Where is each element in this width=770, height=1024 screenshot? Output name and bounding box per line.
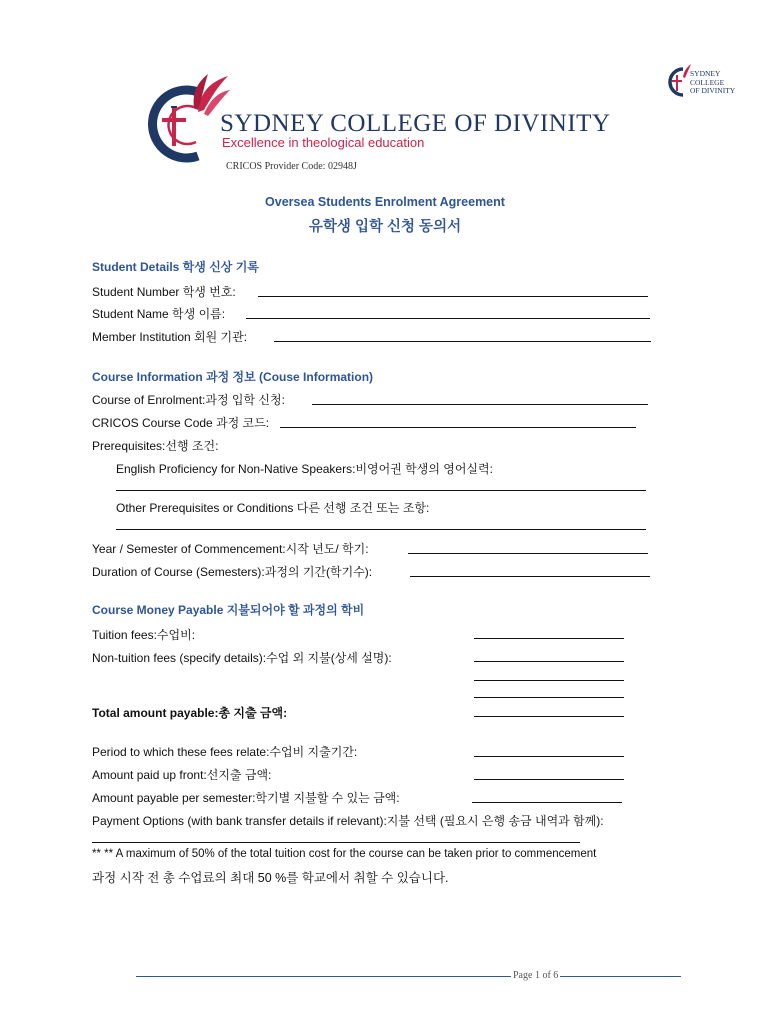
course-enrolment-label: Course of Enrolment:과정 입학 신청: xyxy=(92,393,285,407)
section-heading-course-info: Course Information 과정 정보 (Couse Information) xyxy=(92,370,374,384)
maximum-payment-note: ** ** A maximum of 50% of the total tuition cost for the course can be taken prior to commencement xyxy=(92,848,597,860)
mini-logo-emblem xyxy=(667,63,691,101)
mini-logo-text xyxy=(690,70,735,96)
non-tuition-fees-field-2[interactable] xyxy=(474,680,624,681)
non-tuition-fees-field-3[interactable] xyxy=(474,697,624,698)
maximum-payment-note-korean: 과정 시작 전 총 수업료의 최대 50 %를 학교에서 취할 수 있습니다. xyxy=(92,871,449,885)
mini-logo-line: OF DIVINITY xyxy=(690,86,736,95)
per-semester-field[interactable] xyxy=(472,802,622,803)
cricos-provider-code: CRICOS Provider Code: 02948J xyxy=(226,161,357,172)
member-institution-field[interactable] xyxy=(274,341,651,342)
payment-options-field[interactable] xyxy=(92,842,580,843)
non-tuition-fees-field[interactable] xyxy=(474,661,624,662)
other-prerequisites-field[interactable] xyxy=(116,529,646,530)
total-amount-field[interactable] xyxy=(474,716,624,717)
course-duration-field[interactable] xyxy=(410,576,650,577)
non-tuition-fees-label: Non-tuition fees (specify details):수업 외 지불(상세 설명): xyxy=(92,651,392,665)
english-proficiency-field[interactable] xyxy=(116,490,646,491)
student-number-field[interactable] xyxy=(258,296,648,297)
tuition-fees-field[interactable] xyxy=(474,638,624,639)
cricos-course-code-field[interactable] xyxy=(280,427,636,428)
paid-up-front-field[interactable] xyxy=(474,779,624,780)
mini-logo-line: COLLEGE xyxy=(690,77,725,87)
total-amount-label: Total amount payable:총 지출 금액: xyxy=(92,706,288,720)
fee-period-field[interactable] xyxy=(474,756,624,757)
college-logo-emblem xyxy=(138,72,233,172)
member-institution-label: Member Institution 회원 기관: xyxy=(92,330,248,344)
paid-up-front-label: Amount paid up front:선지출 금액: xyxy=(92,768,272,782)
document-title-english: Oversea Students Enrolment Agreement xyxy=(265,195,505,209)
student-number-label: Student Number 학생 번호: xyxy=(92,285,236,299)
student-name-label: Student Name 학생 이름: xyxy=(92,307,226,321)
year-semester-field[interactable] xyxy=(408,553,648,554)
document-title-korean: 유학생 입학 신청 동의서 xyxy=(308,219,462,235)
per-semester-label: Amount payable per semester:학기별 지불할 수 있는 금액: xyxy=(92,791,400,805)
mini-logo-line: SYDNEY xyxy=(690,69,721,78)
fee-period-label: Period to which these fees relate:수업비 지출기간: xyxy=(92,745,358,759)
english-proficiency-label: English Proficiency for Non-Native Speakers:비영어권 학생의 영어실력: xyxy=(116,462,493,476)
other-prerequisites-label: Other Prerequisites or Conditions 다른 선행 조건 또는 조항: xyxy=(116,501,430,515)
section-heading-course-money: Course Money Payable 지불되어야 할 과정의 학비 xyxy=(92,603,365,617)
college-name: SYDNEY COLLEGE OF DIVINITY xyxy=(220,110,611,137)
cricos-course-code-label: CRICOS Course Code 과정 코드: xyxy=(92,416,270,430)
tuition-fees-label: Tuition fees:수업비: xyxy=(92,628,196,642)
course-enrolment-field[interactable] xyxy=(312,404,648,405)
payment-options-label: Payment Options (with bank transfer details if relevant):지불 선택 (필요시 은행 송금 내역과 함께): xyxy=(92,814,604,828)
footer-rule xyxy=(136,976,681,977)
prerequisites-label: Prerequisites:선행 조건: xyxy=(92,439,219,453)
course-duration-label: Duration of Course (Semesters):과정의 기간(학기수): xyxy=(92,565,373,579)
page-number: Page 1 of 6 xyxy=(513,970,559,981)
college-tagline: Excellence in theological education xyxy=(222,135,425,150)
student-name-field[interactable] xyxy=(246,318,650,319)
year-semester-label: Year / Semester of Commencement:시작 년도/ 학기: xyxy=(92,542,369,556)
section-heading-student-details: Student Details 학생 신상 기록 xyxy=(92,260,259,274)
